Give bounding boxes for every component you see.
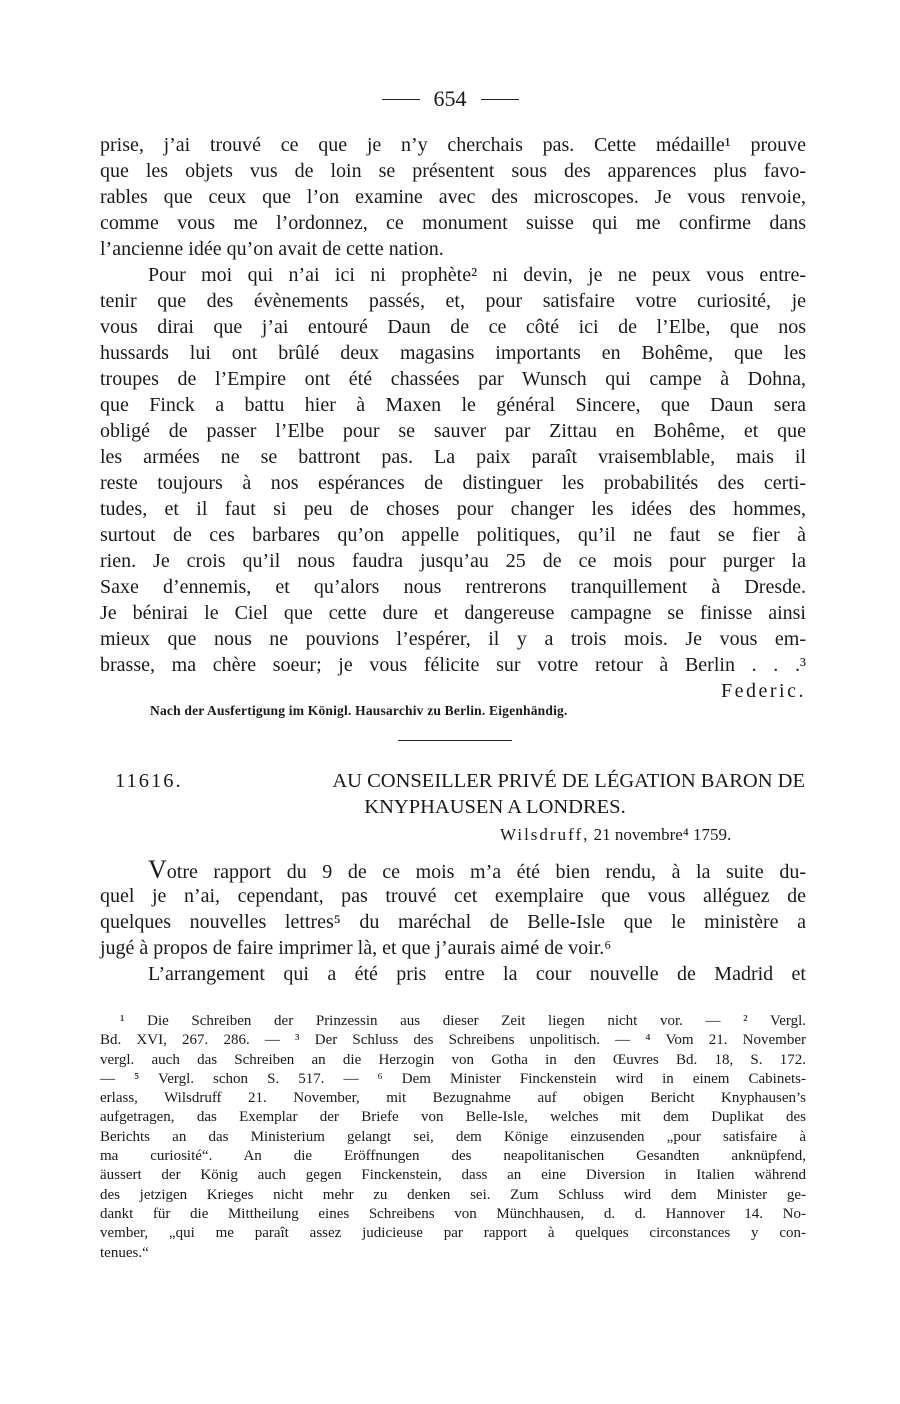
letter-heading xyxy=(115,768,805,820)
text-line: Saxe d’ennemis, et qu’alors nous rentrerons tranquillement à Dresde. xyxy=(100,576,806,598)
text-line: mieux que nous ne pouvions l’espérer, il y a trois mois. Je vous em- xyxy=(100,628,806,650)
text-line: Pour moi qui n’ai ici ni prophète² ni devin, je ne peux vous entre- xyxy=(148,264,806,286)
footnote-line: äussert der König auch gegen Finckenstein, dass an eine Diversion in Italien während xyxy=(100,1167,806,1184)
footnote-line: dankt für die Mittheilung eines Schreibens von Münchhausen, d. d. Hannover 14. No- xyxy=(100,1205,806,1222)
letter-2-body xyxy=(100,857,806,987)
dateline xyxy=(500,825,731,845)
text-line: les armées ne se battront pas. La paix paraît vraisemblable, mais il xyxy=(100,446,806,468)
dateline-place: Wilsdruff, xyxy=(500,825,590,844)
text-line: quelques nouvelles lettres⁵ du maréchal de Belle-Isle que le ministère a xyxy=(100,911,806,933)
footnote-line: tenues.“ xyxy=(100,1244,149,1261)
text-line: comme vous me l’ordonnez, ce monument suisse qui me confirme dans xyxy=(100,212,806,234)
footnote-line: Bd. XVI, 267. 286. — ³ Der Schluss des Schreibens unpolitisch. — ⁴ Vom 21. November xyxy=(100,1032,806,1049)
heading-title-1: AU CONSEILLER PRIVÉ DE LÉGATION BARON DE xyxy=(332,770,805,792)
text-line: que les objets vus de loin se présentent sous des apparences plus favo- xyxy=(100,160,806,182)
header-rule-right xyxy=(481,99,519,100)
section-divider xyxy=(398,740,512,741)
letter-number: 11616. xyxy=(115,770,183,792)
footnote-line: aufgetragen, das Exemplar der Briefe von Belle-Isle, welches mit dem Duplikat des xyxy=(100,1109,806,1126)
text-line: tudes, et il faut si peu de choses pour changer les idées des hommes, xyxy=(100,498,806,520)
text-line: Je bénirai le Ciel que cette dure et dangereuse campagne se finisse ainsi xyxy=(100,602,806,624)
footnote-line: ¹ Die Schreiben der Prinzessin aus dieser Zeit liegen nicht vor. — ² Vergl. xyxy=(120,1013,806,1029)
text-line: hussards lui ont brûlé deux magasins importants en Bohême, que les xyxy=(100,342,806,364)
text-line: L’arrangement qui a été pris entre la cour nouvelle de Madrid et xyxy=(148,963,806,985)
header-rule-left xyxy=(382,99,420,100)
text-line: surtout de ces barbares qu’on appelle politiques, qu’il ne faut se fier à xyxy=(100,524,806,546)
text-line: l’ancienne idée qu’on avait de cette nation. xyxy=(100,238,444,260)
first-line-text: otre rapport du 9 de ce mois m’a été bien rendu, à la suite du- xyxy=(166,861,806,883)
dateline-date: 21 novembre⁴ 1759. xyxy=(593,825,732,844)
text-line: jugé à propos de faire imprimer là, et que j’aurais aimé de voir.⁶ xyxy=(100,937,612,959)
footnote-line: des jetzigen Krieges nicht mehr zu denken sei. Zum Schluss wird dem Minister ge- xyxy=(100,1186,806,1203)
footnote-line: Berichts an das Ministerium gelangt sei, dem Könige einzusenden „pour satisfaire à xyxy=(100,1128,806,1145)
text-line: prise, j’ai trouvé ce que je n’y cherchais pas. Cette médaille¹ prouve xyxy=(100,134,806,156)
heading-title-2: KNYPHAUSEN A LONDRES. xyxy=(364,796,626,818)
text-line: brasse, ma chère soeur; je vous félicite sur votre retour à Berlin . . .³ xyxy=(100,654,806,676)
page-header xyxy=(0,86,900,112)
initial-letter: V xyxy=(148,855,167,884)
text-line: rables que ceux que l’on examine avec des microscopes. Je vous renvoie, xyxy=(100,186,806,208)
text-line: rien. Je crois qu’il nous faudra jusqu’au 25 de ce mois pour purger la xyxy=(100,550,806,572)
text-line: reste toujours à nos espérances de distinguer les probabilités des certi- xyxy=(100,472,806,494)
text-line: que Finck a battu hier à Maxen le général Sincere, que Daun sera xyxy=(100,394,806,416)
footnote-line: — ⁵ Vergl. schon S. 517. — ⁶ Dem Minister Finckenstein wird in einem Cabinets- xyxy=(100,1070,806,1087)
source-note: Nach der Ausfertigung im Königl. Hausarchiv zu Berlin. Eigenhändig. xyxy=(150,703,568,718)
text-line: vous dirai que j’ai entouré Daun de ce côté ici de l’Elbe, que nos xyxy=(100,316,806,338)
signature: Federic. xyxy=(721,680,806,702)
text-line: tenir que des évènements passés, et, pour satisfaire votre curiosité, je xyxy=(100,290,806,312)
page-number: 654 xyxy=(433,86,467,111)
heading-line xyxy=(115,768,805,794)
footnote-line: vember, „qui me paraît assez judicieuse par rapport à quelques circonstances y con- xyxy=(100,1225,806,1242)
text-line-first xyxy=(100,857,806,883)
text-line: troupes de l’Empire ont été chassées par Wunsch qui campe à Dohna, xyxy=(100,368,806,390)
footnote-line: vergl. auch das Schreiben an die Herzogin von Gotha in den Œuvres Bd. 18, S. 172. xyxy=(100,1051,806,1068)
text-line: obligé de passer l’Elbe pour se sauver par Zittau en Bohême, et que xyxy=(100,420,806,442)
footnotes xyxy=(100,1012,806,1263)
footnote-line: ma curiosité“. An die Eröffnungen des neapolitanischen Gesandten anknüpfend, xyxy=(100,1148,806,1165)
letter-body xyxy=(100,132,806,704)
footnote-line: erlass, Wilsdruff 21. November, mit Bezugnahme auf obigen Bericht Knyphausen’s xyxy=(100,1090,806,1107)
text-line: quel je n’ai, cependant, pas trouvé cet exemplaire que vous alléguez de xyxy=(100,885,806,907)
